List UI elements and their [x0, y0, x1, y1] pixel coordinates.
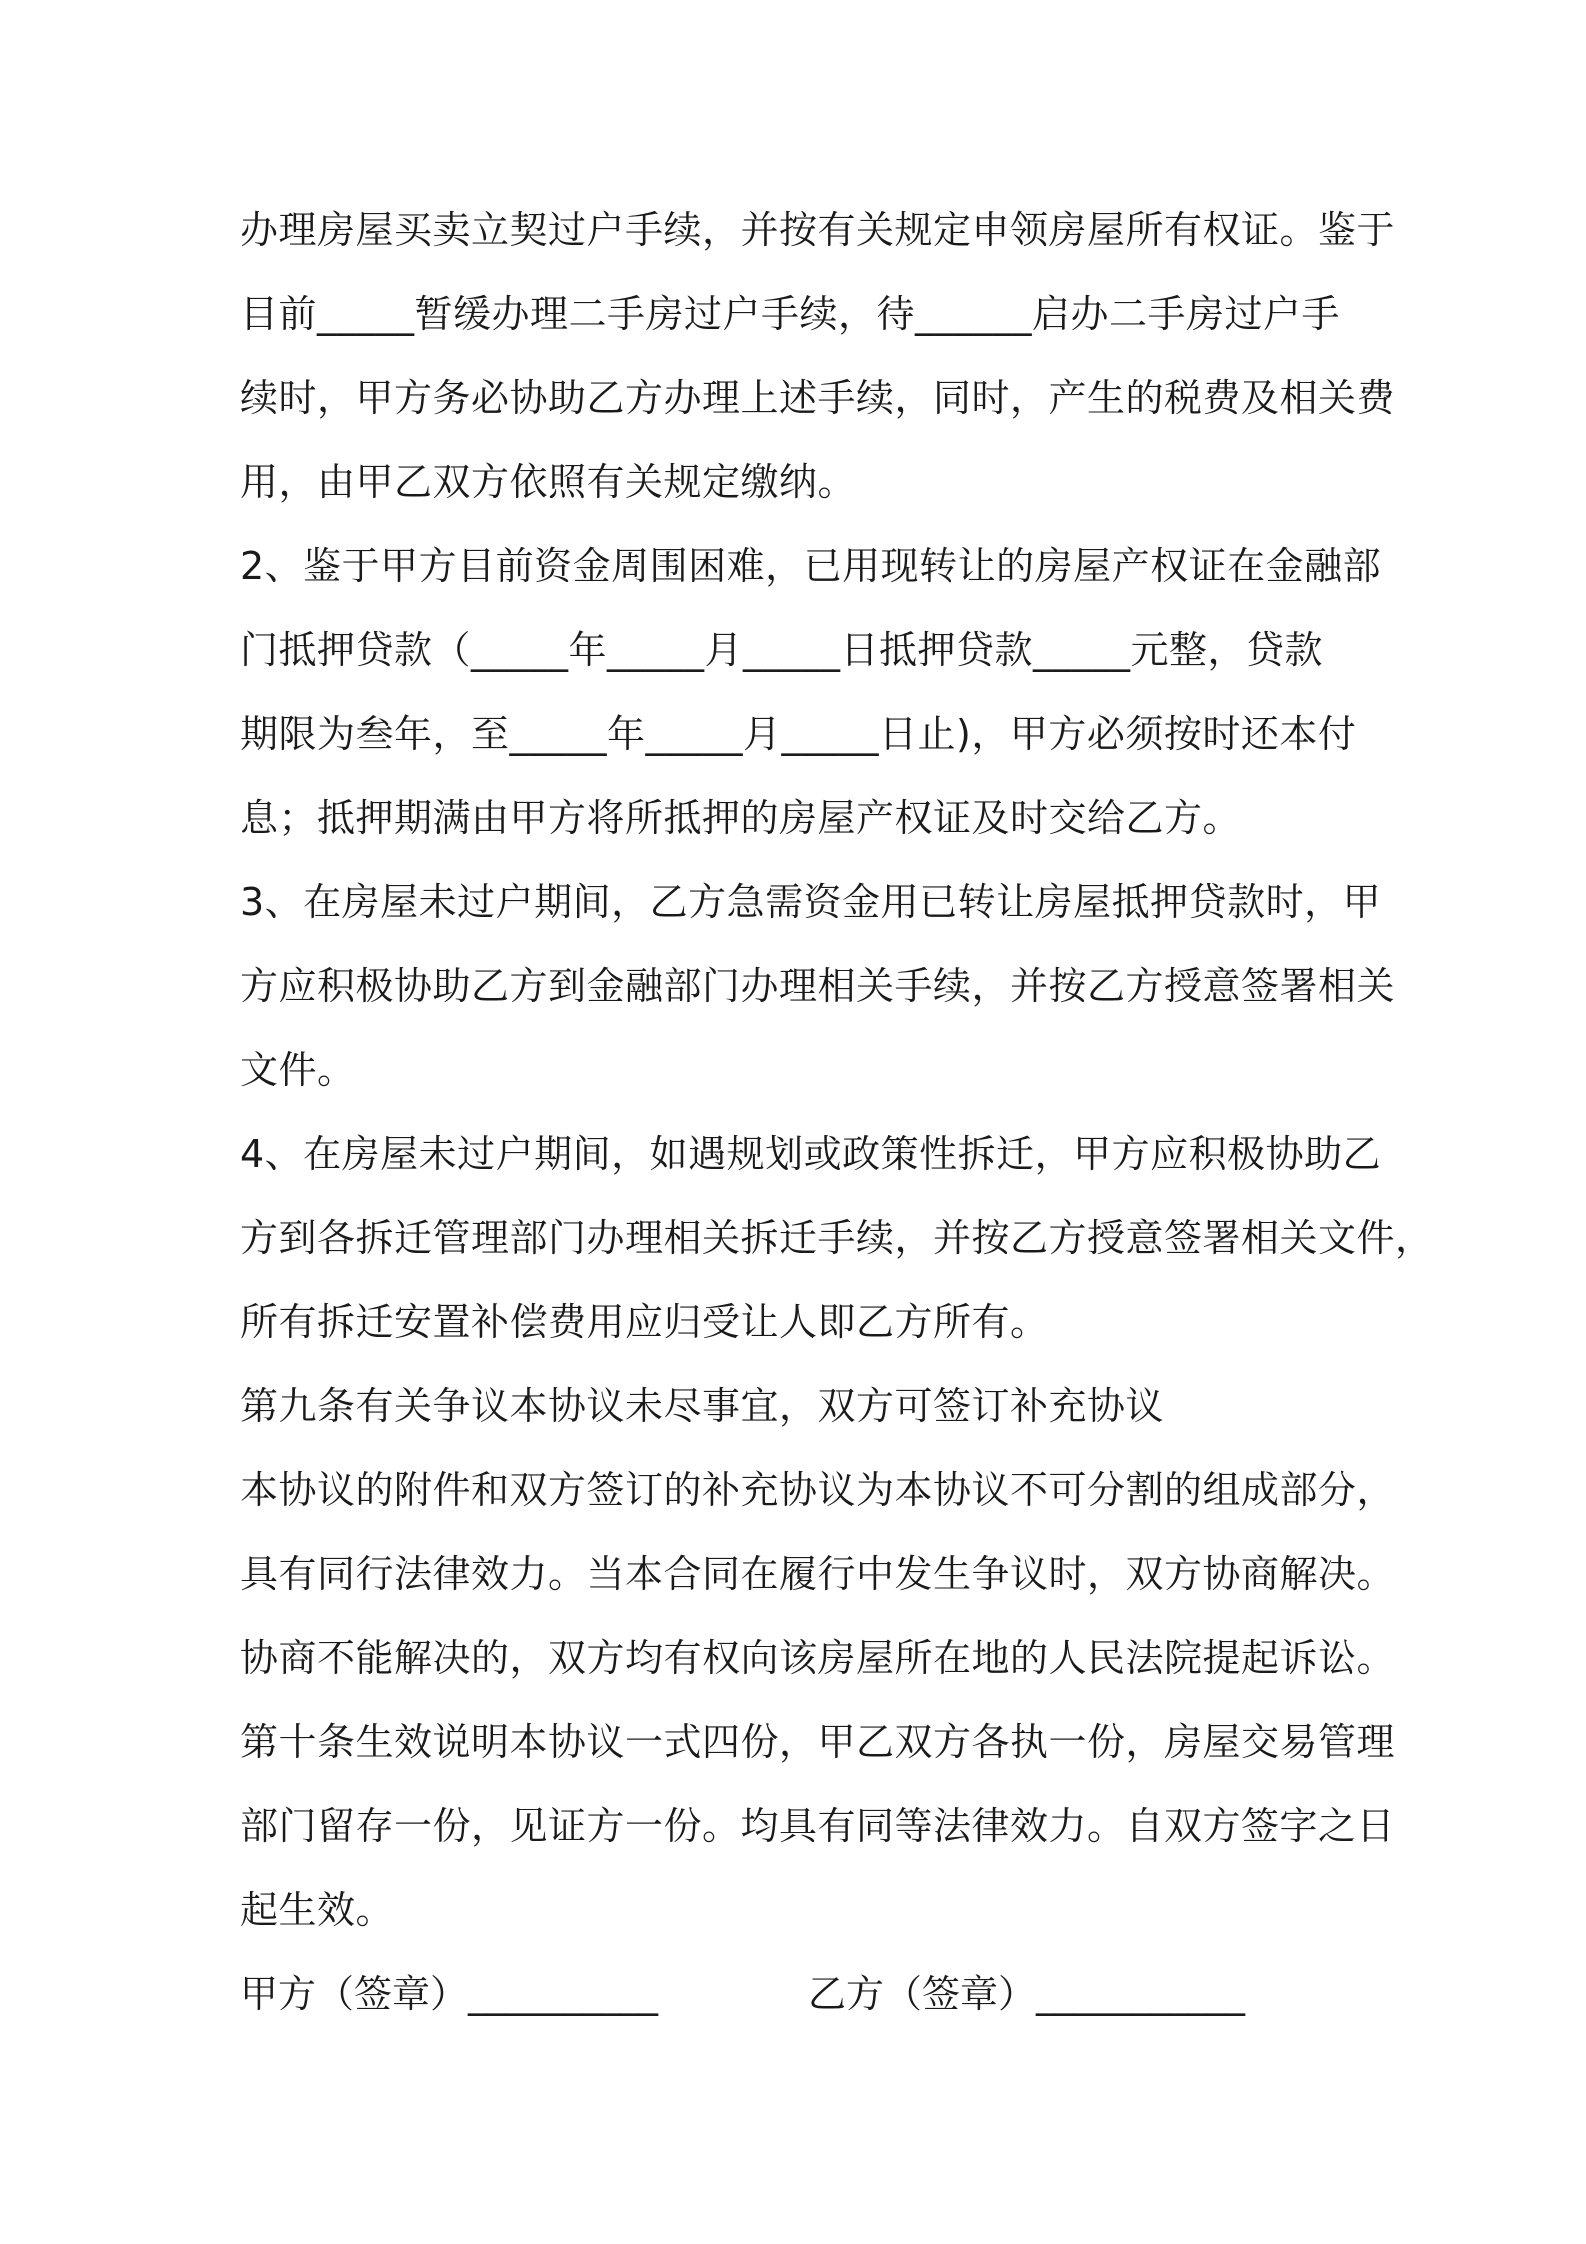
text-line: 3、在房屋未过户期间，乙方急需资金用已转让房屋抵押贷款时，甲 — [240, 880, 1382, 924]
text-line: 期限为叁年，至_____年_____月_____日止)，甲方必须按时还本付 — [240, 712, 1357, 756]
text-line: 2、鉴于甲方目前资金周围困难，已用现转让的房屋产权证在金融部 — [240, 544, 1382, 588]
text-line: 4、在房屋未过户期间，如遇规划或政策性拆迁，甲方应积极协助乙 — [240, 1132, 1382, 1176]
party-a-signature: 甲方（签章）__________ — [240, 1972, 659, 2016]
text-line: 息；抵押期满由甲方将所抵押的房屋产权证及时交给乙方。 — [240, 796, 1242, 840]
text-line: 门抵押贷款（_____年_____月_____日抵押贷款_____元整，贷款 — [240, 628, 1324, 672]
party-b-signature: 乙方（签章）___________ — [808, 1972, 1246, 2016]
text-line: 本协议的附件和双方签订的补充协议为本协议不可分割的组成部分， — [240, 1468, 1396, 1512]
text-line: 文件。 — [240, 1048, 356, 1092]
text-line: 部门留存一份，见证方一份。均具有同等法律效力。自双方签字之日 — [240, 1804, 1396, 1848]
text-line: 办理房屋买卖立契过户手续，并按有关规定申领房屋所有权证。鉴于 — [240, 208, 1396, 252]
section-heading-10: 第十条生效说明本协议一式四份，甲乙双方各执一份，房屋交易管理 — [240, 1720, 1396, 1764]
text-line: 方到各拆迁管理部门办理相关拆迁手续，并按乙方授意签署相关文件， — [240, 1216, 1434, 1260]
text-line: 协商不能解决的，双方均有权向该房屋所在地的人民法院提起诉讼。 — [240, 1636, 1396, 1680]
text-line: 所有拆迁安置补偿费用应归受让人即乙方所有。 — [240, 1300, 1049, 1344]
text-line: 用，由甲乙双方依照有关规定缴纳。 — [240, 460, 857, 504]
section-heading-9: 第九条有关争议本协议未尽事宜，双方可签订补充协议 — [240, 1384, 1165, 1428]
text-line: 方应积极协助乙方到金融部门办理相关手续，并按乙方授意签署相关 — [240, 964, 1396, 1008]
text-line: 续时，甲方务必协助乙方办理上述手续，同时，产生的税费及相关费 — [240, 376, 1396, 420]
text-line: 起生效。 — [240, 1888, 395, 1932]
text-line: 目前_____暂缓办理二手房过户手续，待______启办二手房过户手 — [240, 292, 1341, 336]
text-line: 具有同行法律效力。当本合同在履行中发生争议时，双方协商解决。 — [240, 1552, 1396, 1596]
